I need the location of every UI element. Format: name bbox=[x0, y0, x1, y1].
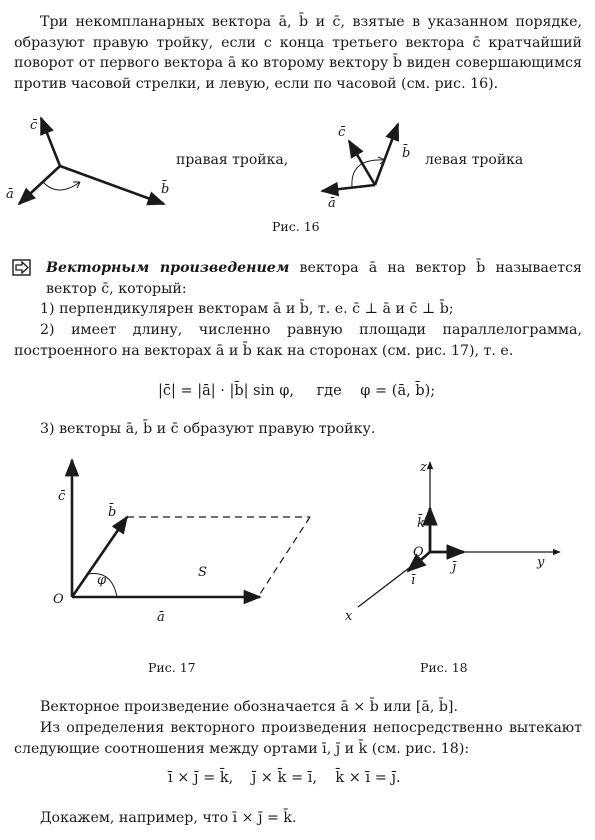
definition-item-3: 3) векторы ā, b̄ и c̄ образуют правую тройку. bbox=[40, 421, 376, 437]
fig17-label-O: O bbox=[53, 592, 64, 607]
definition-rest: вектора ā на вектор b̄ называется вектор c̄, который: bbox=[46, 260, 583, 297]
fig16-left-label-c: c̄ bbox=[338, 125, 346, 140]
fig18-label-i: ī bbox=[411, 573, 416, 588]
fig17-label-a: ā bbox=[157, 610, 165, 625]
definition-item-1: 1) перпендикулярен векторам ā и b̄, т. е. c̄ ⊥ ā и c̄ ⊥ b̄; bbox=[40, 301, 454, 317]
fig16-caption: Рис. 16 bbox=[272, 219, 320, 234]
fig17-caption: Рис. 17 bbox=[148, 660, 196, 675]
length-formula-where: где bbox=[316, 383, 342, 399]
intro-paragraph: Три некомпланарных вектора ā, b̄ и c̄, взятые в указанном порядке, образуют правую тройку, если с конца третьего вектора c̄ кратчайший поворот от первого вектора ā ко второму вектору b̄ виден совершающимся против часовой стрелки, и левую, если по часовой (см. рис. 16). bbox=[14, 14, 582, 92]
notation-paragraph: Векторное произведение обозначается ā × b̄ или [ā, b̄]. bbox=[40, 699, 458, 715]
length-formula-main: |c̄| = |ā| · |b̄| sin φ, bbox=[158, 383, 294, 399]
fig17-label-b: b̄ bbox=[108, 505, 117, 520]
proof-line: Докажем, например, что ī × j̄ = k̄. bbox=[40, 810, 297, 826]
length-formula-angle: φ = (ā, b̄); bbox=[360, 383, 436, 399]
orts-paragraph: Из определения векторного произведения непосредственно вытекают следующие соотношения между ортами ī, j̄ и k̄ (см. рис. 18): bbox=[14, 720, 582, 757]
fig18-label-z: z bbox=[420, 460, 427, 475]
definition-term: Векторным произведением bbox=[46, 260, 290, 276]
fig18-label-k: k̄ bbox=[417, 516, 425, 531]
orts-formula: ī × j̄ = k̄, j̄ × k̄ = ī, k̄ × ī = j̄. bbox=[168, 770, 401, 786]
fig16-right-label-b: b̄ bbox=[161, 182, 170, 197]
fig16-right-label-a: ā bbox=[6, 187, 14, 202]
fig18-label-x: x bbox=[345, 609, 353, 624]
fig17-label-S: S bbox=[198, 565, 207, 580]
fig17-parallelogram-right bbox=[258, 517, 310, 597]
definition-item-2: 2) имеет длину, численно равную площади параллелограмма, построенного на векторах ā и b̄ как на сторонах (см. рис. 17), т. е. bbox=[14, 322, 582, 359]
fig17-label-phi: φ bbox=[97, 573, 107, 588]
fig18-label-y: y bbox=[537, 555, 545, 570]
fig18-label-j: j̄ bbox=[452, 560, 457, 575]
fig17-label-c: c̄ bbox=[58, 489, 66, 504]
fig16-left-triple-text: левая тройка bbox=[425, 152, 524, 168]
fig18-caption: Рис. 18 bbox=[420, 660, 468, 675]
fig16-right-triple-text: правая тройка, bbox=[176, 152, 289, 168]
fig18-label-O: O bbox=[413, 545, 424, 560]
fig16-left-label-a: ā bbox=[328, 196, 336, 211]
fig16-left-label-b: b̄ bbox=[402, 146, 411, 161]
fig16-right-label-c: c̄ bbox=[30, 118, 38, 133]
